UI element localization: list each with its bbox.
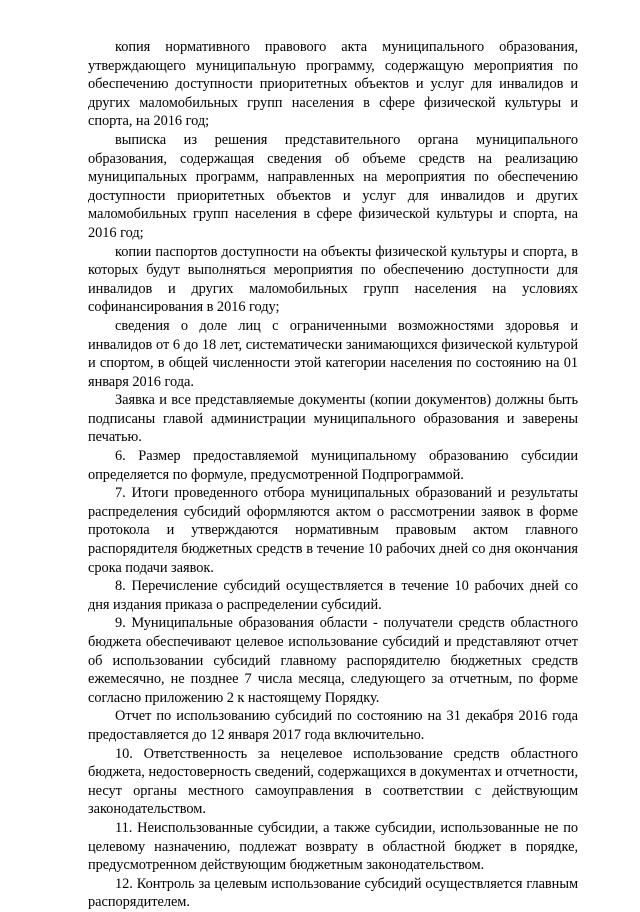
paragraph-item-12: 12. Контроль за целевым использование субсидий осуществляется главным распорядителем. [88,875,578,911]
paragraph-item-7: 7. Итоги проведенного отбора муниципальных образований и результаты распределения субсидий оформляются актом о рассмотрении заявок в форме протокола и утверждаются нормативным правовым актом главного распорядителя бюджетных средств в течение 10 рабочих дней со дня окончания срока подачи заявок. [88,485,578,576]
paragraph-application-signature: Заявка и все представляемые документы (копии документов) должны быть подписаны главой администрации муниципального образования и заверены печатью. [88,392,578,446]
paragraph-report-deadline: Отчет по использованию субсидий по состоянию на 31 декабря 2016 года предоставляется до 12 января 2017 года включительно. [88,708,578,743]
paragraph-item-11: 11. Неиспользованные субсидии, а также субсидии, использованные не по целевому назначению, подлежат возврату в областной бюджет в порядке, предусмотренном действующим бюджетным законодательством. [88,819,578,874]
paragraph-copy-normative-act: копия нормативного правового акта муниципального образования, утверждающего муниципальную программу, содержащую мероприятия по обеспечению доступности приоритетных объектов и услуг для инвалидов и других маломобильных групп населения в сфере физической культуры и спорта, на 2016 год; [88,39,578,130]
paragraph-accessibility-passports: копии паспортов доступности на объекты физической культуры и спорта, в которых будут выполняться мероприятия по обеспечению доступности для инвалидов и других маломобильных групп населения на условиях софинансирования в 2016 году; [88,243,578,316]
paragraph-item-10: 10. Ответственность за нецелевое использование средств областного бюджета, недостоверность сведений, содержащихся в документах и отчетности, несут органы местного самоуправления в соответствии с действующим законодательством. [88,745,578,818]
paragraph-item-9: 9. Муниципальные образования области - получатели средств областного бюджета обеспечивают целевое использование субсидий и представляют отчет об использовании субсидий главному распорядителю бюджетных средств ежемесячно, не позднее 7 числа месяца, следующего за отчетным, по форме согласно приложению 2 к настоящему Порядку. [88,615,578,706]
paragraph-item-6: 6. Размер предоставляемой муниципальному образованию субсидии определяется по формуле, предусмотренной Подпрограммой. [88,448,578,483]
paragraph-share-of-persons: сведения о доле лиц с ограниченными возможностями здоровья и инвалидов от 6 до 18 лет, систематически занимающихся физической культурой и спортом, в общей численности этой категории населения по состоянию на 01 января 2016 года. [88,317,578,390]
paragraph-item-8: 8. Перечисление субсидий осуществляется в течение 10 рабочих дней со дня издания приказа о распределении субсидий. [88,578,578,613]
paragraph-extract-decision: выписка из решения представительного органа муниципального образования, содержащая сведения об объеме средств на реализацию муниципальных программ, направленных на мероприятия по обеспечению доступности приоритетных объектов и услуг для инвалидов и других маломобильных групп населения в сфере физической культуры и спорта, на 2016 год; [88,131,578,241]
